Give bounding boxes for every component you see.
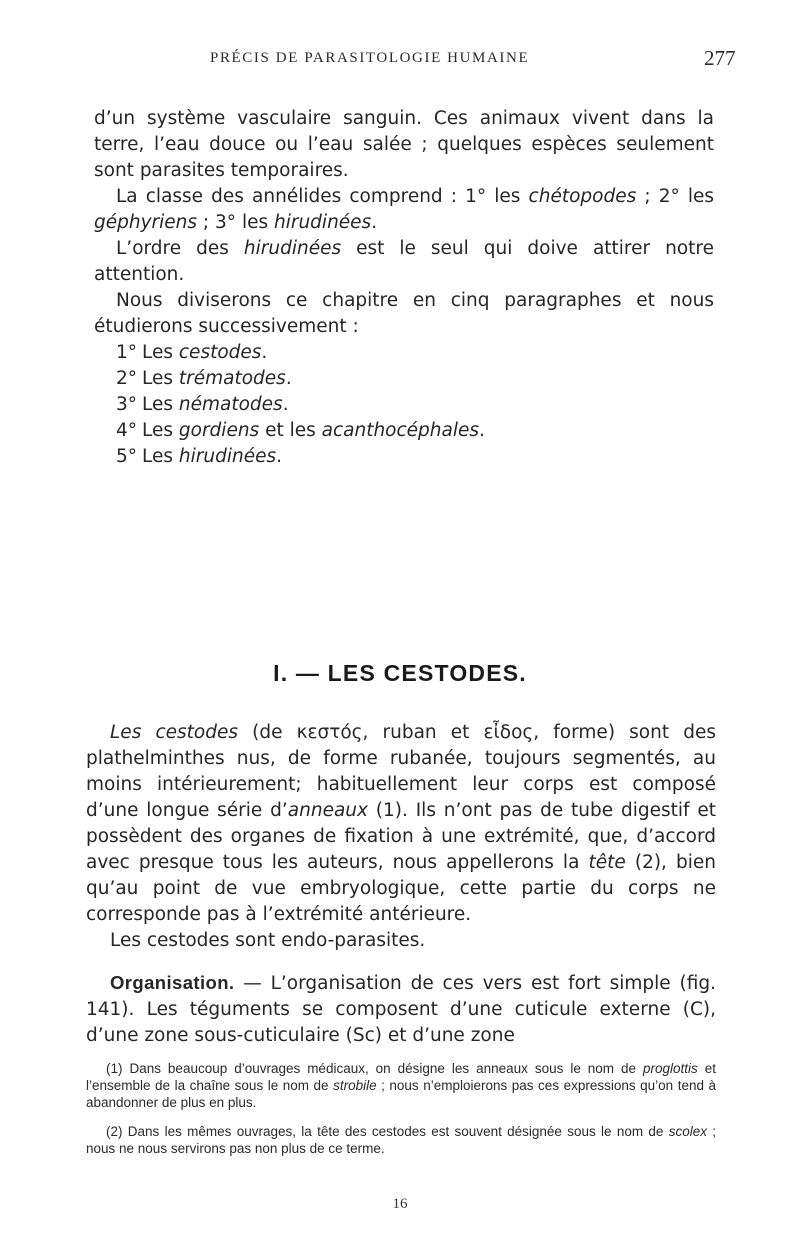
text-run: ; 2° les <box>636 186 714 207</box>
list-term: cestodes <box>178 342 262 363</box>
text-run: est le seul qui doive attirer notre attention. <box>94 238 714 285</box>
text-run: — L’organisation de ces vers est fort simple (fig. 141). Les téguments se composent d’une cuticule externe (C), d’une zone sous-cuticulaire (Sc) et d’une zone <box>86 973 716 1046</box>
section-heading: I. — LES CESTODES. <box>273 660 527 686</box>
list-term: acanthocéphales <box>321 420 480 441</box>
term-anneaux: anneaux <box>287 800 368 821</box>
text-run: Nous diviserons ce chapitre en cinq paragraphes et nous étudierons successivement : <box>94 290 714 337</box>
text-run: Les <box>142 446 179 467</box>
text-run: . <box>282 394 289 415</box>
text-run: . <box>371 212 378 233</box>
section-paragraph-1 <box>86 720 716 928</box>
text-run: Les <box>142 342 179 363</box>
text-run: . <box>285 368 292 389</box>
text-run: et les <box>259 420 322 441</box>
list-item <box>94 392 714 418</box>
text-run: L’ordre des <box>116 238 244 259</box>
running-head <box>0 46 800 80</box>
text-run: Les cestodes sont endo-parasites. <box>110 930 426 951</box>
term-scolex: scolex <box>668 1124 707 1139</box>
intro-paragraph-3 <box>94 236 714 288</box>
list-term: gordiens <box>178 420 260 441</box>
term-gephyriens: géphyriens <box>94 212 198 233</box>
intro-paragraph-1 <box>94 106 714 184</box>
term-strobile: strobile <box>333 1078 377 1093</box>
intro-paragraph-2 <box>94 184 714 236</box>
list-item <box>94 340 714 366</box>
list-item <box>94 444 714 470</box>
list-number: 3° <box>116 394 138 415</box>
text-run: et l’ensemble de la chaîne sous le nom de <box>86 1061 716 1093</box>
intro-text <box>94 106 714 470</box>
text-run: (2), bien qu’au point de vue embryologique, cette partie du corps ne corresponde pas à l’extrémité antérieure. <box>86 852 716 925</box>
text-run: (1). Ils n’ont pas de tube digestif et possèdent des organes de fixation à une extrémité, que, d’accord avec presque tous les auteurs, nous appellerons la <box>86 800 717 873</box>
text-run: (2) Dans les mêmes ouvrages, la tête des cestodes est souvent désignée sous le nom de <box>106 1124 669 1139</box>
list-item <box>94 418 714 444</box>
text-run: . <box>261 342 268 363</box>
list-number: 1° <box>116 342 138 363</box>
term-cestodes: Les cestodes <box>110 722 238 743</box>
text-run: (de κεστός, ruban et εἶδος, forme) sont des plathelminthes nus, de forme rubanée, toujours segmentés, au moins intérieurement; habituellement leur corps est composé d’une longue série d’ <box>86 722 716 821</box>
text-run: ; nous ne nous servirons pas non plus de ce terme. <box>86 1124 716 1156</box>
section-paragraph-2 <box>86 928 716 954</box>
list-item <box>94 366 714 392</box>
term-proglottis: proglottis <box>642 1061 698 1076</box>
list-number: 4° <box>116 420 138 441</box>
list-term: nématodes <box>178 394 283 415</box>
list-number: 2° <box>116 368 138 389</box>
signature-mark: 16 <box>392 1196 408 1212</box>
text-run: (1) Dans beaucoup d’ouvrages médicaux, on désigne les anneaux sous le nom de <box>106 1061 643 1076</box>
footnote-2 <box>86 1123 716 1157</box>
section-text <box>86 720 716 1049</box>
list-term: trématodes <box>178 368 286 389</box>
intro-paragraph-4 <box>94 288 714 340</box>
text-run: Les <box>142 368 179 389</box>
text-run: Les <box>142 420 179 441</box>
list-term: hirudinées <box>178 446 277 467</box>
term-chetopodes: chétopodes <box>528 186 637 207</box>
text-run: . <box>479 420 485 441</box>
footnotes <box>86 1060 716 1169</box>
term-hirudinees: hirudinées <box>243 238 342 259</box>
list-number: 5° <box>116 446 138 467</box>
footnote-1 <box>86 1060 716 1111</box>
intro-paragraph-1-text: d’un système vasculaire sanguin. Ces animaux vivent dans la terre, l’eau douce ou l’eau salée ; quelques espèces seulement sont parasites temporaires. <box>94 108 714 181</box>
term-hirudinees: hirudinées <box>273 212 372 233</box>
text-run: ; nous n’emploierons pas ces expressions qu’on tend à abandonner de plus en plus. <box>86 1078 717 1110</box>
run-in-heading: Organisation. <box>110 972 235 993</box>
chapter-outline-list <box>94 340 714 470</box>
section-paragraph-3 <box>86 970 716 1049</box>
text-run: ; 3° les <box>197 212 274 233</box>
page-number: 277 <box>704 46 736 70</box>
text-run: . <box>276 446 282 467</box>
text-run: Les <box>142 394 179 415</box>
text-run: La classe des annélides comprend : 1° les <box>116 186 529 207</box>
running-title: PRÉCIS DE PARASITOLOGIE HUMAINE <box>210 50 530 66</box>
term-tete: tête <box>588 852 626 873</box>
